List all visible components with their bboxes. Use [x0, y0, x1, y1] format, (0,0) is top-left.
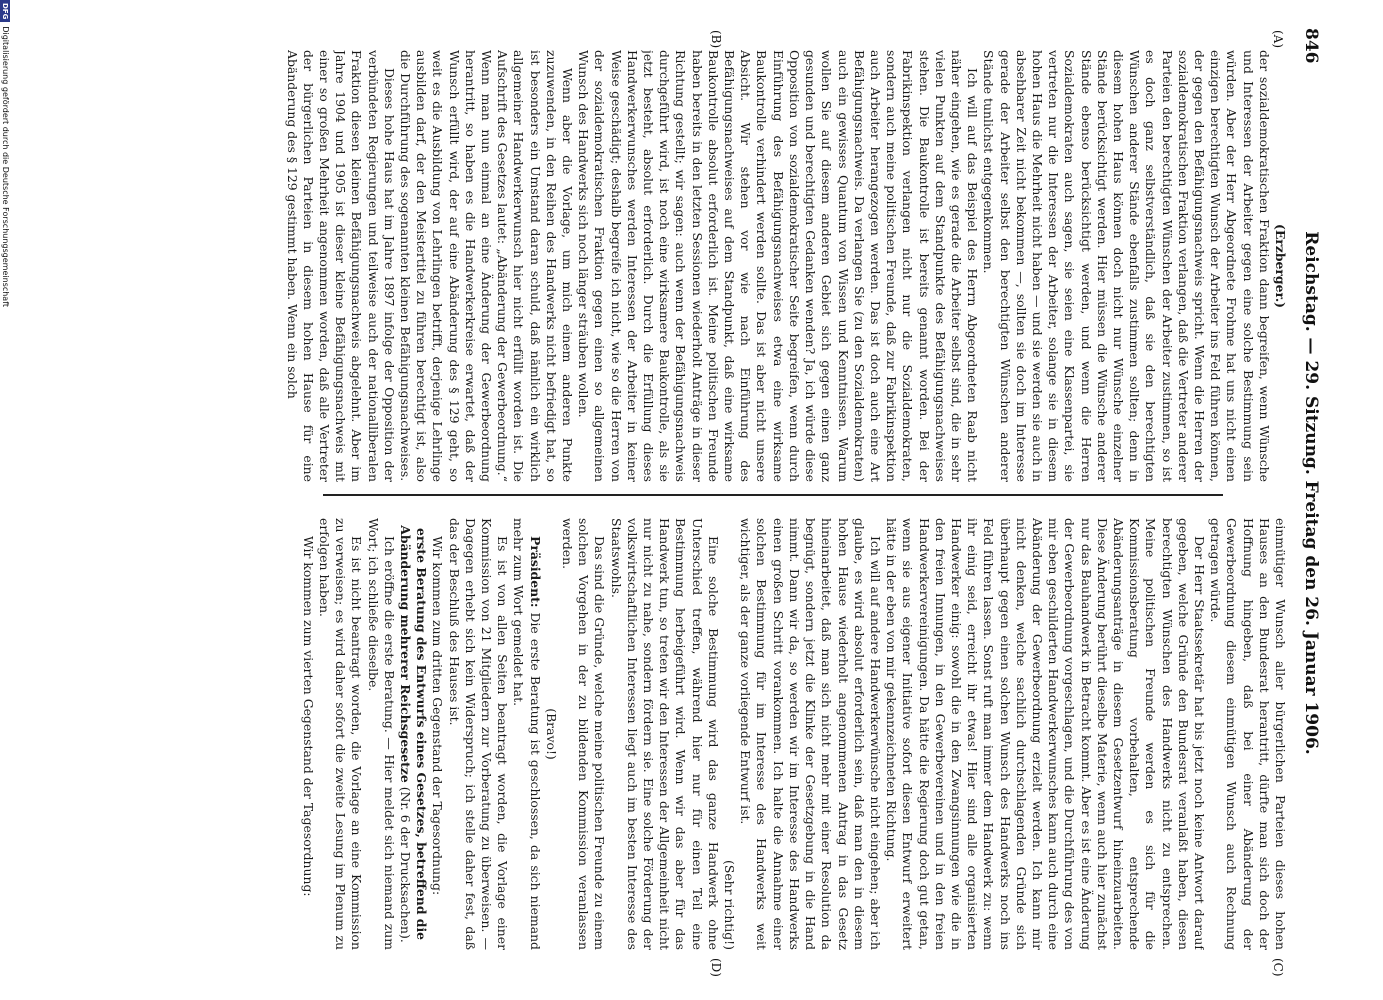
- margin-marker-b: (B): [709, 30, 723, 49]
- speaker-name: (Erzberger.): [1273, 223, 1288, 309]
- margin-marker-a: (A): [1271, 30, 1285, 49]
- right-paragraph: Es ist von allen Seiten beantragt worden, die Vorlage einer Kommission von 21 Mitgliedern zur Vorberatung zu überweisen. — Dagegen erhebt sich kein Widerspruch; ich stelle daher fest, daß das der Beschluß des Hauses ist.: [446, 518, 511, 950]
- president-label: Präsident:: [527, 536, 543, 608]
- credit-text: Digitalisierung gefördert durch die Deutsche Forschungsgemeinschaft: [1, 26, 10, 308]
- agenda-note: (Nr. 6 der Drucksachen).: [398, 786, 414, 943]
- right-paragraph: Eine solche Bestimmung wird das ganze Handwerk ohne Unterschied treffen, während hier nur für einen Teil eine Bestimmung herbeigeführt wird. Wenn wir das aber für das Handwerk tun, so treten wir den Interessen der Allgemeinheit nicht nur nicht zu nahe, sondern fördern sie. Eine solche Förderung der volkswirtschaftlichen Interessen liegt auch im besten Interesse des Staatswohls.: [608, 518, 721, 950]
- left-paragraph: der sozialdemokratischen Fraktion dann begreifen, wenn Wünsche und Interessen der Arbeiter gegen eine solche Bestimmung sein würden. Aber der Herr Abgeordnete Frohme hat uns nicht einen einzigen berechtigten Wunsch der Arbeiter ins Feld führen können, der gegen den Befähigungsnachweis spricht. Wenn die Herren der sozialdemokratischen Fraktion verlangen, daß die Vertreter anderer Parteien den berechtigten Wünschen der Arbeiter zustimmen, so ist es doch ganz selbstverständlich, daß sie den berechtigten Wünschen anderer Stände ebenfalls zustimmen sollten; denn in diesem hohen Haus können doch nicht nur Wünsche einzelner Stände berücksichtigt werden. Hier müssen die Wünsche anderer Stände ebenso berücksichtigt werden, und wenn die Herren Sozialdemokraten auch sagen, sie seien eine Klassenpartei, sie vertreten nur die Interessen der Arbeiter, solange sie in diesem hohen Haus die Mehrheit nicht haben — und sie werden sie auch in absehbarer Zeit nicht bekommen —, sollten sie doch im Interesse gerade der Arbeiter selbst den berechtigten Wünschen anderer Stände tunlichst entgegenkommen.: [981, 50, 1272, 482]
- digitization-credit: [0, 0, 11, 1000]
- agenda-item: [397, 518, 429, 950]
- right-paragraph: Ich eröffne die erste Beratung. — Hier meldet sich niemand zum Wort; ich schließe dieselbe.: [365, 518, 397, 950]
- left-paragraph: Dieses hohe Haus hat im Jahre 1897 infolge der Opposition der verbündeten Regierungen und teilweise auch der nationalliberalen Fraktion diesen kleinen Befähigungsnachweis abgelehnt. Aber im Jahre 1904 und 1905 ist dieser kleine Befähigungsnachweis mit einer so großen Mehrheit angenommen worden, daß alle Vertreter der bürgerlichen Parteien in diesem hohen Hause für eine Abänderung des § 129 gestimmt haben. Wenn ein solch: [284, 50, 397, 482]
- right-paragraph: Wir kommen zum dritten Gegenstand der Tagesordnung:: [430, 536, 446, 896]
- right-paragraph: Ich will auf andere Handwerkerwünsche nicht eingehen; aber ich glaube, es wird absolut erforderlich sein, daß man den in diesem hohen Hause wiederholt angenommenen Antrag in das Gesetz hineinarbeitet, daß man sich nicht mehr mit einer Resolution da begnügt, sondern jetzt die Klinke der Gesetzgebung in die Hand nimmt. Dann wir da, so werden wir im Interesse des Handwerks einen großen Schritt vorankommen. Ich halte die Annahme einer solchen Bestimmung für im Interesse des Handwerks weit wichtiger, als der ganze vorliegende Entwurf ist.: [738, 518, 883, 950]
- right-paragraph: einmütiger Wunsch aller bürgerlichen Parteien dieses hohen Hauses an den Bundesrat herantritt, dürfte man sich doch der Hoffnung hingeben, daß bei einer Abänderung der Gewerbeordnung diesem einmütigen Wunsch auch Rechnung getragen würde.: [1208, 518, 1288, 950]
- president-paragraph: [510, 518, 542, 950]
- left-paragraph: Wenn aber die Vorlage, um mich einem anderen Punkte zuzuwenden, in den Reihen des Handwerks nicht befriedigt hat, so ist besonders ein Umstand daran schuld, daß nämlich ein wirklich allgemeiner Handwerkerwunsch hier nicht erfüllt worden ist. Die Aufschrift des Gesetzes lautet: „Abänderung der Gewerbeordnung.“ Wenn man nun einmal an eine Änderung der Gewerbeordnung herantritt, so haben es die Handwerkerkreise erwartet, daß der Wunsch erfüllt wird, der auf eine Abänderung des § 129 geht, so weit es die Ausbildung von Lehrlingen betrifft, derjenige Lehrlinge ausbilden darf, der den Meistertitel zu führen berechtigt ist, also die Durchführung des sogenannten kleinen Befähigungsnachweises.: [398, 50, 576, 482]
- column-divider: [323, 494, 1223, 496]
- right-paragraph: Es ist nicht beantragt worden, die Vorlage an eine Kommission zu verweisen; es wird daher sofort die zweite Lesung im Plenum zu erfolgen haben.: [317, 518, 365, 950]
- right-paragraph: Das sind die Gründe, welche meine politischen Freunde zu einem solchen Vorgehen in der zu bildenden Kommission veranlassen werden.: [560, 518, 608, 950]
- right-column: [20, 518, 1288, 950]
- left-paragraph: Ich will auf das Beispiel des Herrn Abgeordneten Raab nicht näher eingehen, wie es gerade die Arbeiter selbst sind, die in sehr vielen Punkten auf dem Standpunkte des Befähigungsnachweises stehen. Die Baukontrolle ist bereits genannt worden. Bei der Fabrikinspektion verlangen nicht nur die Sozialdemokraten, sondern auch meine politischen Freunde, daß zur Fabrikinspektion auch Arbeiter herangezogen werden. Das ist doch auch eine Art Befähigungsnachweis. Da verlangen Sie (zu den Sozialdemokraten) auch ein gewisses Quantum von Wissen und Kenntnissen. Warum wollen Sie auf diesem anderen Gebiet sich gegen einen ganz gesunden und berechtigten Gedanken wenden? Ja, ich würde diese Opposition von sozialdemokratischer Seite begreifen, wenn durch Einführung des Befähigungsnachweises etwa eine wirksame Baukontrolle verhindert werden sollte. Das ist aber nicht unsere Absicht. Wir stehen vor wie nach Einführung des Befähigungsnachweises auf dem Standpunkt, daß eine wirksame Baukontrolle absolut erforderlich ist. Meine politischen Freunde haben bereits in den letzten Sessionen wiederholt Anträge in dieser Richtung gestellt; wir sagen: auch wenn der Befähigungsnachweis durchgeführt wird, ist noch eine wirksamere Baukontrolle, als sie jetzt besteht, absolut erforderlich. Durch die Erfüllung dieses Handwerkerwunsches werden Interessen der Arbeiter in keiner Weise geschädigt; deshalb begreife ich nicht, wie so die Herren von der sozialdemokratischen Fraktion gegen einen so allgemeinen Wunsch des Handwerks sich noch länger sträuben wollen.: [576, 50, 981, 482]
- left-column: [20, 50, 1288, 482]
- margin-marker-d: (D): [709, 958, 723, 977]
- page-number: 846: [1301, 28, 1321, 64]
- president-statement: Die erste Beratung ist geschlossen, da sich niemand mehr zum Wort gemeldet hat.: [511, 518, 543, 950]
- margin-marker-c: (C): [1271, 958, 1285, 977]
- interjection: (Bravo!): [543, 708, 559, 760]
- right-paragraph: Wir kommen zum vierten Gegenstand der Tagesordnung:: [300, 536, 316, 897]
- agenda-heading: erste Beratung des Entwurfs eines Gesetzes, betreffend die Abänderung mehrerer Reichsgesetze: [398, 525, 430, 941]
- page-header: [1293, 28, 1321, 958]
- interjection: (Sehr richtig!): [722, 860, 738, 950]
- page-title: Reichstag. — 29. Sitzung. Freitag den 26. Januar 1906.: [1301, 231, 1321, 755]
- right-paragraph: Der Herr Staatssekretär hat bis jetzt noch keine Antwort darauf gegeben, welche Gründe den Bundesrat veranlaßt haben, diesen berechtigten Wünschen des Handwerks nicht zu entsprechen. Meine politischen Freunde werden es sich für die Kommissionsberatung vorbehalten, entsprechende Abänderungsanträge in diesem Gesetzentwurf hineinzuarbeiten. Diese Änderung berührt dieselbe Materie, wenn auch hier zunächst nur das Bauhandwerk in Betracht kommt. Aber es ist eine Änderung der Gewerbeordnung vorgeschlagen, und die Durchführung des von mir eben geschilderten Handwerkerwunsches kann auch durch eine Abänderung der Gewerbeordnung erzielt werden. Ich kann mir nicht denken, welche sachlich durchschlagenden Gründe sich überhaupt gegen einen solchen Wunsch des Handwerks noch ins Feld führen lassen. Sonst ruft man immer dem Handwerk zu: wenn ihr einig seid, erreicht ihr etwas! Hier sind alle organisierten Handwerker einig: sowohl die in den Zwangsinnungen wie die in den freien Innungen, in den Gewerbevereinen und in den freien Handwerkervereinigungen. Da hätte die Regierung doch gut getan, wenn sie aus eigener Initiative sofort diesen Entwurf erweitert hätte in der eben von mir gekennzeichneten Richtung.: [884, 518, 1207, 950]
- dfg-logo: DFG: [0, 0, 10, 22]
